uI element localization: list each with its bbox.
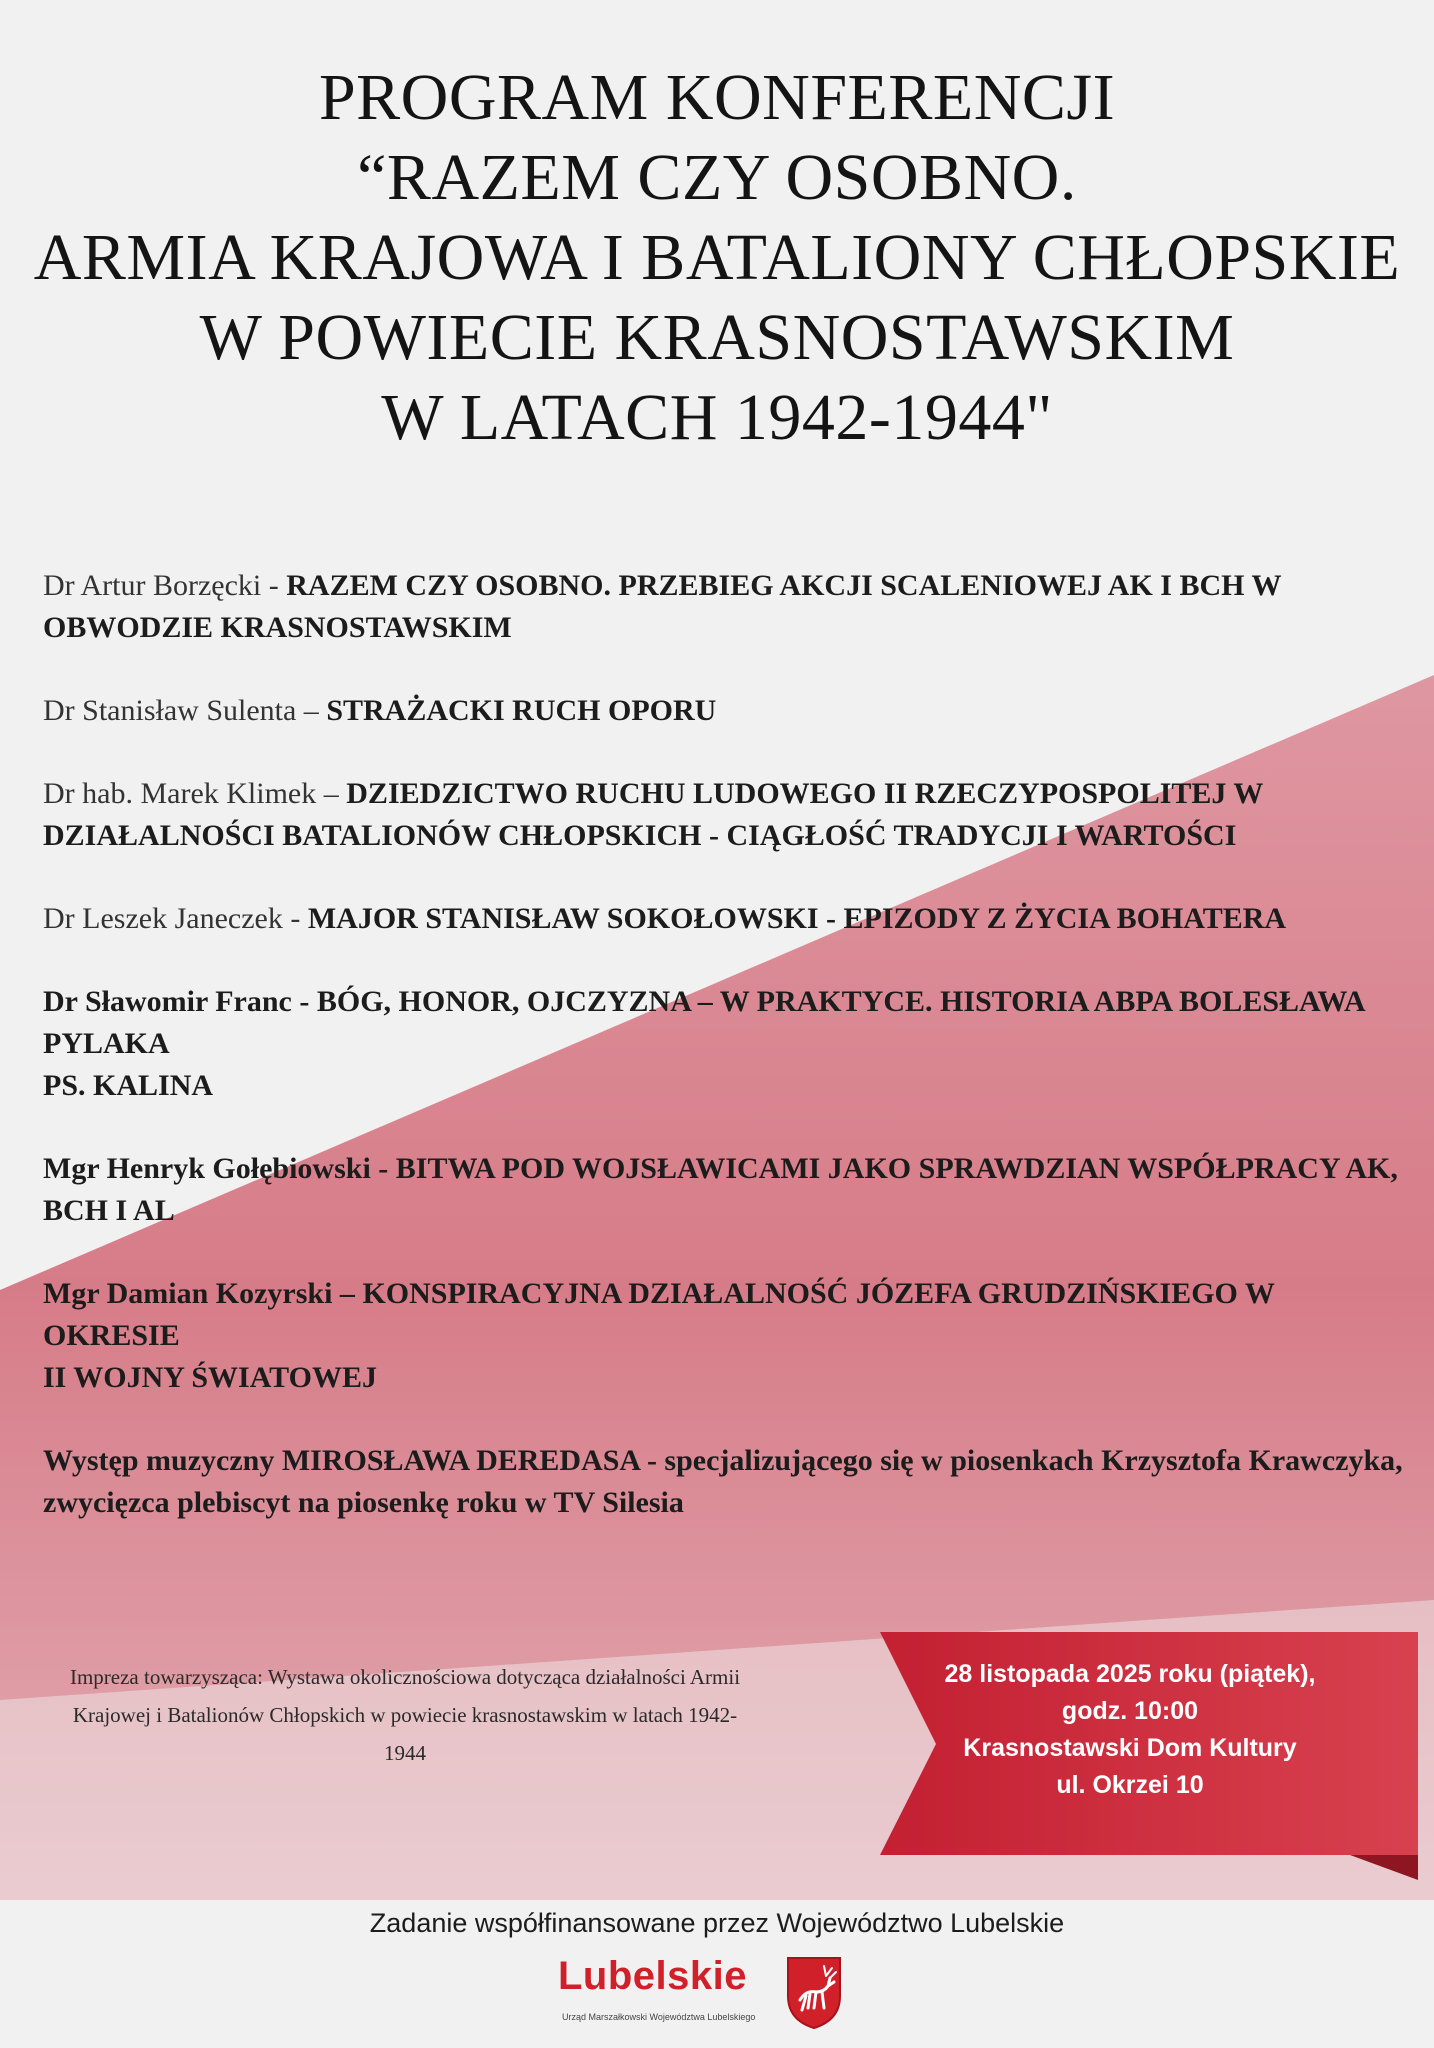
- speaker: Mgr Damian Kozyrski –: [43, 1277, 363, 1310]
- speaker: Dr hab. Marek Klimek –: [43, 777, 347, 810]
- topic-continuation: PS. KALINA: [43, 1069, 214, 1102]
- speaker: Dr Artur Borzęcki -: [43, 569, 287, 602]
- topic: RAZEM CZY OSOBNO. PRZEBIEG AKCJI SCALENIOWEJ AK I BCH W OBWODZIE KRASNOSTAWSKIM: [43, 569, 1281, 644]
- side-event-note: Impreza towarzysząca: Wystawa okolicznościowa dotycząca działalności Armii Krajowej i Batalionów Chłopskich w powiecie krasnostawskim w latach 1942-1944: [69, 1665, 741, 1765]
- topic: MAJOR STANISŁAW SOKOŁOWSKI - EPIZODY Z ŻYCIA BOHATERA: [307, 902, 1287, 935]
- speaker: Dr Leszek Janeczek -: [43, 902, 308, 935]
- speaker: Występ muzyczny: [43, 1444, 282, 1477]
- program-item: [43, 1273, 1413, 1399]
- program-item: [43, 690, 1413, 732]
- title-line: ARMIA KRAJOWA I BATALIONY CHŁOPSKIE: [33, 221, 1401, 294]
- program-item: [43, 1148, 1413, 1232]
- speaker: Dr Stanisław Sulenta –: [43, 694, 327, 727]
- logo-wordmark: Lubelskie: [558, 1954, 748, 1998]
- title-line: “RAZEM CZY OSOBNO.: [357, 141, 1077, 214]
- title-line: W LATACH 1942-1944": [381, 381, 1053, 454]
- logo-subtitle: Urząd Marszałkowski Województwa Lubelskiego: [562, 2012, 756, 2022]
- title-line: PROGRAM KONFERENCJI: [318, 61, 1116, 134]
- lubelskie-logo: [558, 1954, 878, 2038]
- speaker: Mgr Henryk Gołębiowski -: [43, 1152, 396, 1185]
- event-time: godz. 10:00: [1061, 1697, 1199, 1725]
- event-details-banner: [880, 1656, 1380, 1804]
- topic: DZIEDZICTWO RUCHU LUDOWEGO II RZECZYPOSPOLITEJ W DZIAŁALNOŚCI BATALIONÓW CHŁOPSKICH - CIĄGŁOŚĆ TRADYCJI I WARTOŚCI: [43, 777, 1263, 852]
- topic: STRAŻACKI RUCH OPORU: [326, 694, 717, 727]
- program-item: [43, 565, 1413, 649]
- program-item: [43, 898, 1413, 940]
- topic-continuation: II WOJNY ŚWIATOWEJ: [43, 1361, 377, 1394]
- event-address: ul. Okrzei 10: [1056, 1771, 1204, 1799]
- speaker: Dr Sławomir Franc -: [43, 985, 317, 1018]
- event-venue: Krasnostawski Dom Kultury: [963, 1734, 1297, 1762]
- deer-shield-icon: [786, 1956, 842, 2030]
- topic: BITWA POD WOJSŁAWICAMI JAKO SPRAWDZIAN WSPÓŁPRACY AK, BCH I AL: [43, 1152, 1398, 1227]
- program-item: [43, 773, 1413, 857]
- topic: MIROSŁAWA DEREDASA - specjalizującego się w piosenkach Krzysztofa Krawczyka, zwycięzca plebiscyt na piosenkę roku w TV Silesia: [43, 1444, 1403, 1519]
- program-list: [43, 565, 1413, 1565]
- topic: BÓG, HONOR, OJCZYZNA – W PRAKTYCE. HISTORIA ABPA BOLESŁAWA PYLAKA: [43, 985, 1365, 1060]
- funding-note: Zadanie współfinansowane przez Województwo Lubelskie: [369, 1908, 1065, 1938]
- title-line: W POWIECIE KRASNOSTAWSKIM: [199, 301, 1235, 374]
- conference-title: [0, 58, 1434, 458]
- topic: KONSPIRACYJNA DZIAŁALNOŚĆ JÓZEFA GRUDZIŃSKIEGO W OKRESIE: [43, 1277, 1275, 1352]
- event-date: 28 listopada 2025 roku (piątek),: [944, 1660, 1316, 1688]
- program-item: [43, 1440, 1413, 1524]
- program-item: [43, 981, 1413, 1107]
